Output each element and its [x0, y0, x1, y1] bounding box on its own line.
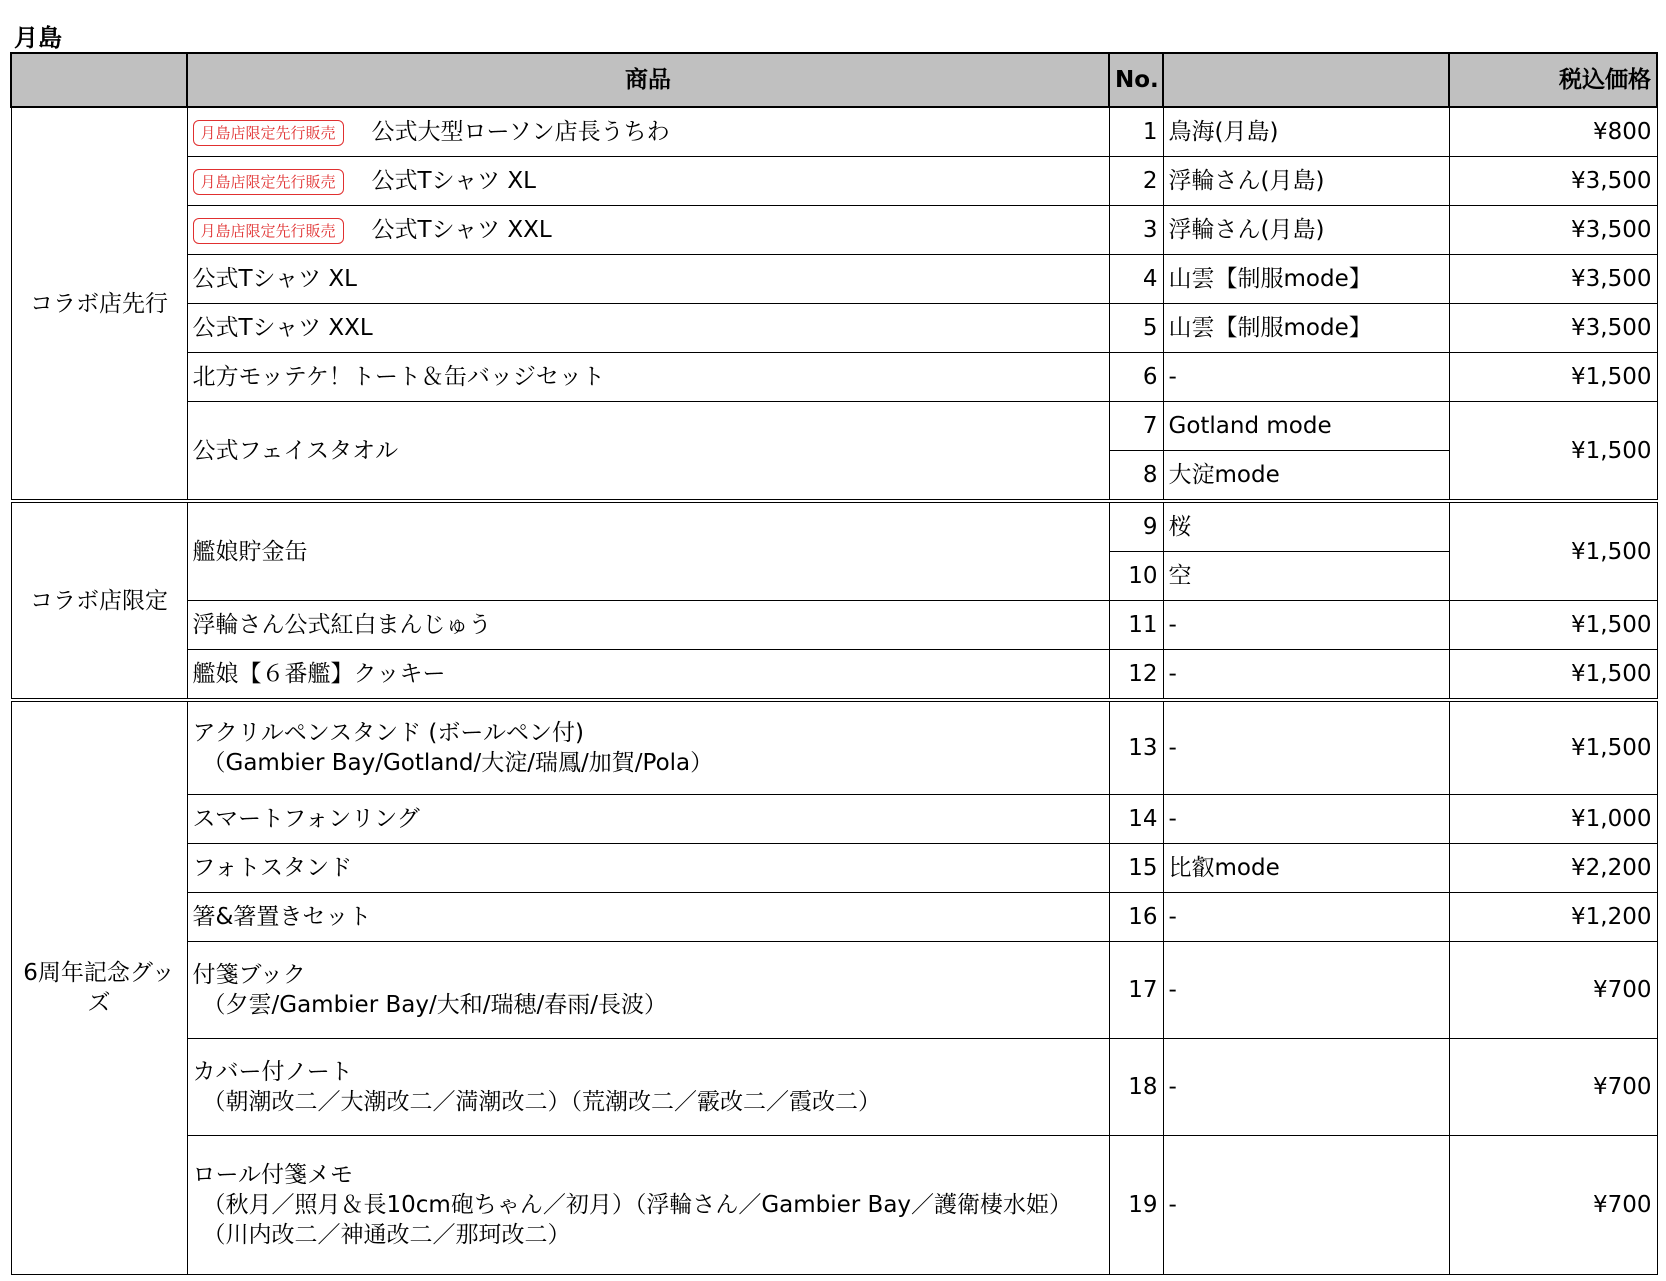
product-cell: 公式フェイスタオル — [187, 402, 1109, 502]
product-name: アクリルペンスタンド (ボールペン付) — [192, 720, 584, 746]
category-cell: コラボ店先行 — [11, 107, 187, 501]
no-cell: 9 — [1109, 501, 1163, 552]
product-cell: 公式Tシャツ XL — [187, 255, 1109, 304]
product-cell: 北方モッテケ！トート＆缶バッジセット — [187, 353, 1109, 402]
product-name: 公式大型ローソン店長うちわ — [371, 119, 670, 145]
no-cell: 2 — [1109, 157, 1163, 206]
no-cell: 12 — [1109, 650, 1163, 701]
price-cell: ¥700 — [1449, 942, 1657, 1039]
price-cell: ¥3,500 — [1449, 206, 1657, 255]
price-cell: ¥1,500 — [1449, 402, 1657, 502]
product-cell — [187, 700, 1109, 795]
table-row — [11, 942, 1657, 1039]
price-cell: ¥700 — [1449, 1136, 1657, 1275]
price-cell: ¥1,500 — [1449, 650, 1657, 701]
product-sub-line: （秋月／照月＆長10cm砲ちゃん／初月）（浮輪さん／Gambier Bay／護衛棲水姫） — [202, 1192, 1073, 1218]
variant-cell: Gotland mode — [1163, 402, 1449, 451]
variant-cell: 鳥海(月島) — [1163, 107, 1449, 157]
table-row — [11, 844, 1657, 893]
no-cell: 11 — [1109, 601, 1163, 650]
header-row — [11, 53, 1657, 107]
price-cell: ¥2,200 — [1449, 844, 1657, 893]
variant-cell: - — [1163, 893, 1449, 942]
header-category — [11, 53, 187, 107]
table-row — [11, 893, 1657, 942]
table-row — [11, 650, 1657, 701]
variant-cell: - — [1163, 700, 1449, 795]
variant-cell: - — [1163, 601, 1449, 650]
table-row — [11, 402, 1657, 451]
limited-badge: 月島店限定先行販売 — [193, 169, 344, 195]
no-cell: 1 — [1109, 107, 1163, 157]
variant-cell: 浮輪さん(月島) — [1163, 206, 1449, 255]
price-cell: ¥1,500 — [1449, 700, 1657, 795]
product-cell — [187, 157, 1109, 206]
product-name: カバー付ノート — [192, 1059, 353, 1085]
product-sub-line: （川内改二／神通改二／那珂改二） — [202, 1222, 571, 1248]
header-product: 商品 — [187, 53, 1109, 107]
variant-cell: 山雲【制服mode】 — [1163, 304, 1449, 353]
product-name: 公式Tシャツ XL — [371, 168, 536, 194]
product-sub-line: （朝潮改二／大潮改二／満潮改二）（荒潮改二／霰改二／霞改二） — [202, 1089, 881, 1115]
price-cell: ¥3,500 — [1449, 157, 1657, 206]
limited-badge: 月島店限定先行販売 — [193, 120, 344, 146]
header-variant — [1163, 53, 1449, 107]
price-cell: ¥1,500 — [1449, 601, 1657, 650]
product-cell: 公式Tシャツ XXL — [187, 304, 1109, 353]
product-sub-line: （夕雲/Gambier Bay/大和/瑞穂/春雨/長波） — [202, 992, 667, 1018]
product-cell — [187, 1136, 1109, 1275]
table-row — [11, 255, 1657, 304]
product-cell — [187, 1039, 1109, 1136]
variant-cell: 空 — [1163, 552, 1449, 601]
product-cell: スマートフォンリング — [187, 795, 1109, 844]
variant-cell: - — [1163, 1136, 1449, 1275]
product-cell: 浮輪さん公式紅白まんじゅう — [187, 601, 1109, 650]
product-cell: 艦娘【６番艦】クッキー — [187, 650, 1109, 701]
category-cell: コラボ店限定 — [11, 501, 187, 700]
no-cell: 8 — [1109, 451, 1163, 502]
no-cell: 7 — [1109, 402, 1163, 451]
table-row — [11, 1136, 1657, 1275]
price-cell: ¥1,200 — [1449, 893, 1657, 942]
product-cell — [187, 942, 1109, 1039]
no-cell: 5 — [1109, 304, 1163, 353]
price-cell: ¥3,500 — [1449, 304, 1657, 353]
price-cell: ¥1,500 — [1449, 353, 1657, 402]
table-row — [11, 700, 1657, 795]
product-name: 公式Tシャツ XXL — [371, 217, 552, 243]
no-cell: 18 — [1109, 1039, 1163, 1136]
no-cell: 14 — [1109, 795, 1163, 844]
no-cell: 10 — [1109, 552, 1163, 601]
goods-table — [10, 52, 1658, 1275]
no-cell: 16 — [1109, 893, 1163, 942]
variant-cell: 桜 — [1163, 501, 1449, 552]
variant-cell: 大淀mode — [1163, 451, 1449, 502]
table-row — [11, 501, 1657, 552]
no-cell: 13 — [1109, 700, 1163, 795]
product-cell: 艦娘貯金缶 — [187, 501, 1109, 601]
product-name: 付箋ブック — [192, 962, 306, 988]
table-row — [11, 795, 1657, 844]
header-price: 税込価格 — [1449, 53, 1657, 107]
table-row — [11, 107, 1657, 157]
variant-cell: - — [1163, 795, 1449, 844]
table-row — [11, 304, 1657, 353]
table-row — [11, 157, 1657, 206]
no-cell: 17 — [1109, 942, 1163, 1039]
header-no: No. — [1109, 53, 1163, 107]
price-cell: ¥3,500 — [1449, 255, 1657, 304]
variant-cell: - — [1163, 1039, 1449, 1136]
no-cell: 19 — [1109, 1136, 1163, 1275]
no-cell: 6 — [1109, 353, 1163, 402]
variant-cell: 山雲【制服mode】 — [1163, 255, 1449, 304]
no-cell: 15 — [1109, 844, 1163, 893]
table-row — [11, 1039, 1657, 1136]
price-cell: ¥1,500 — [1449, 501, 1657, 601]
table-row — [11, 601, 1657, 650]
product-cell — [187, 206, 1109, 255]
no-cell: 3 — [1109, 206, 1163, 255]
price-cell: ¥800 — [1449, 107, 1657, 157]
variant-cell: - — [1163, 353, 1449, 402]
product-cell: 箸&箸置きセット — [187, 893, 1109, 942]
table-row — [11, 353, 1657, 402]
variant-cell: - — [1163, 942, 1449, 1039]
product-sub-line: （Gambier Bay/Gotland/大淀/瑞鳳/加賀/Pola） — [202, 750, 714, 776]
no-cell: 4 — [1109, 255, 1163, 304]
limited-badge: 月島店限定先行販売 — [193, 218, 344, 244]
product-cell: フォトスタンド — [187, 844, 1109, 893]
variant-cell: 比叡mode — [1163, 844, 1449, 893]
page-title: 月島 — [14, 24, 62, 52]
table-row — [11, 206, 1657, 255]
category-cell: 6周年記念グッズ — [11, 700, 187, 1275]
variant-cell: 浮輪さん(月島) — [1163, 157, 1449, 206]
product-name: ロール付箋メモ — [192, 1162, 354, 1188]
price-cell: ¥700 — [1449, 1039, 1657, 1136]
price-cell: ¥1,000 — [1449, 795, 1657, 844]
product-cell — [187, 107, 1109, 157]
variant-cell: - — [1163, 650, 1449, 701]
